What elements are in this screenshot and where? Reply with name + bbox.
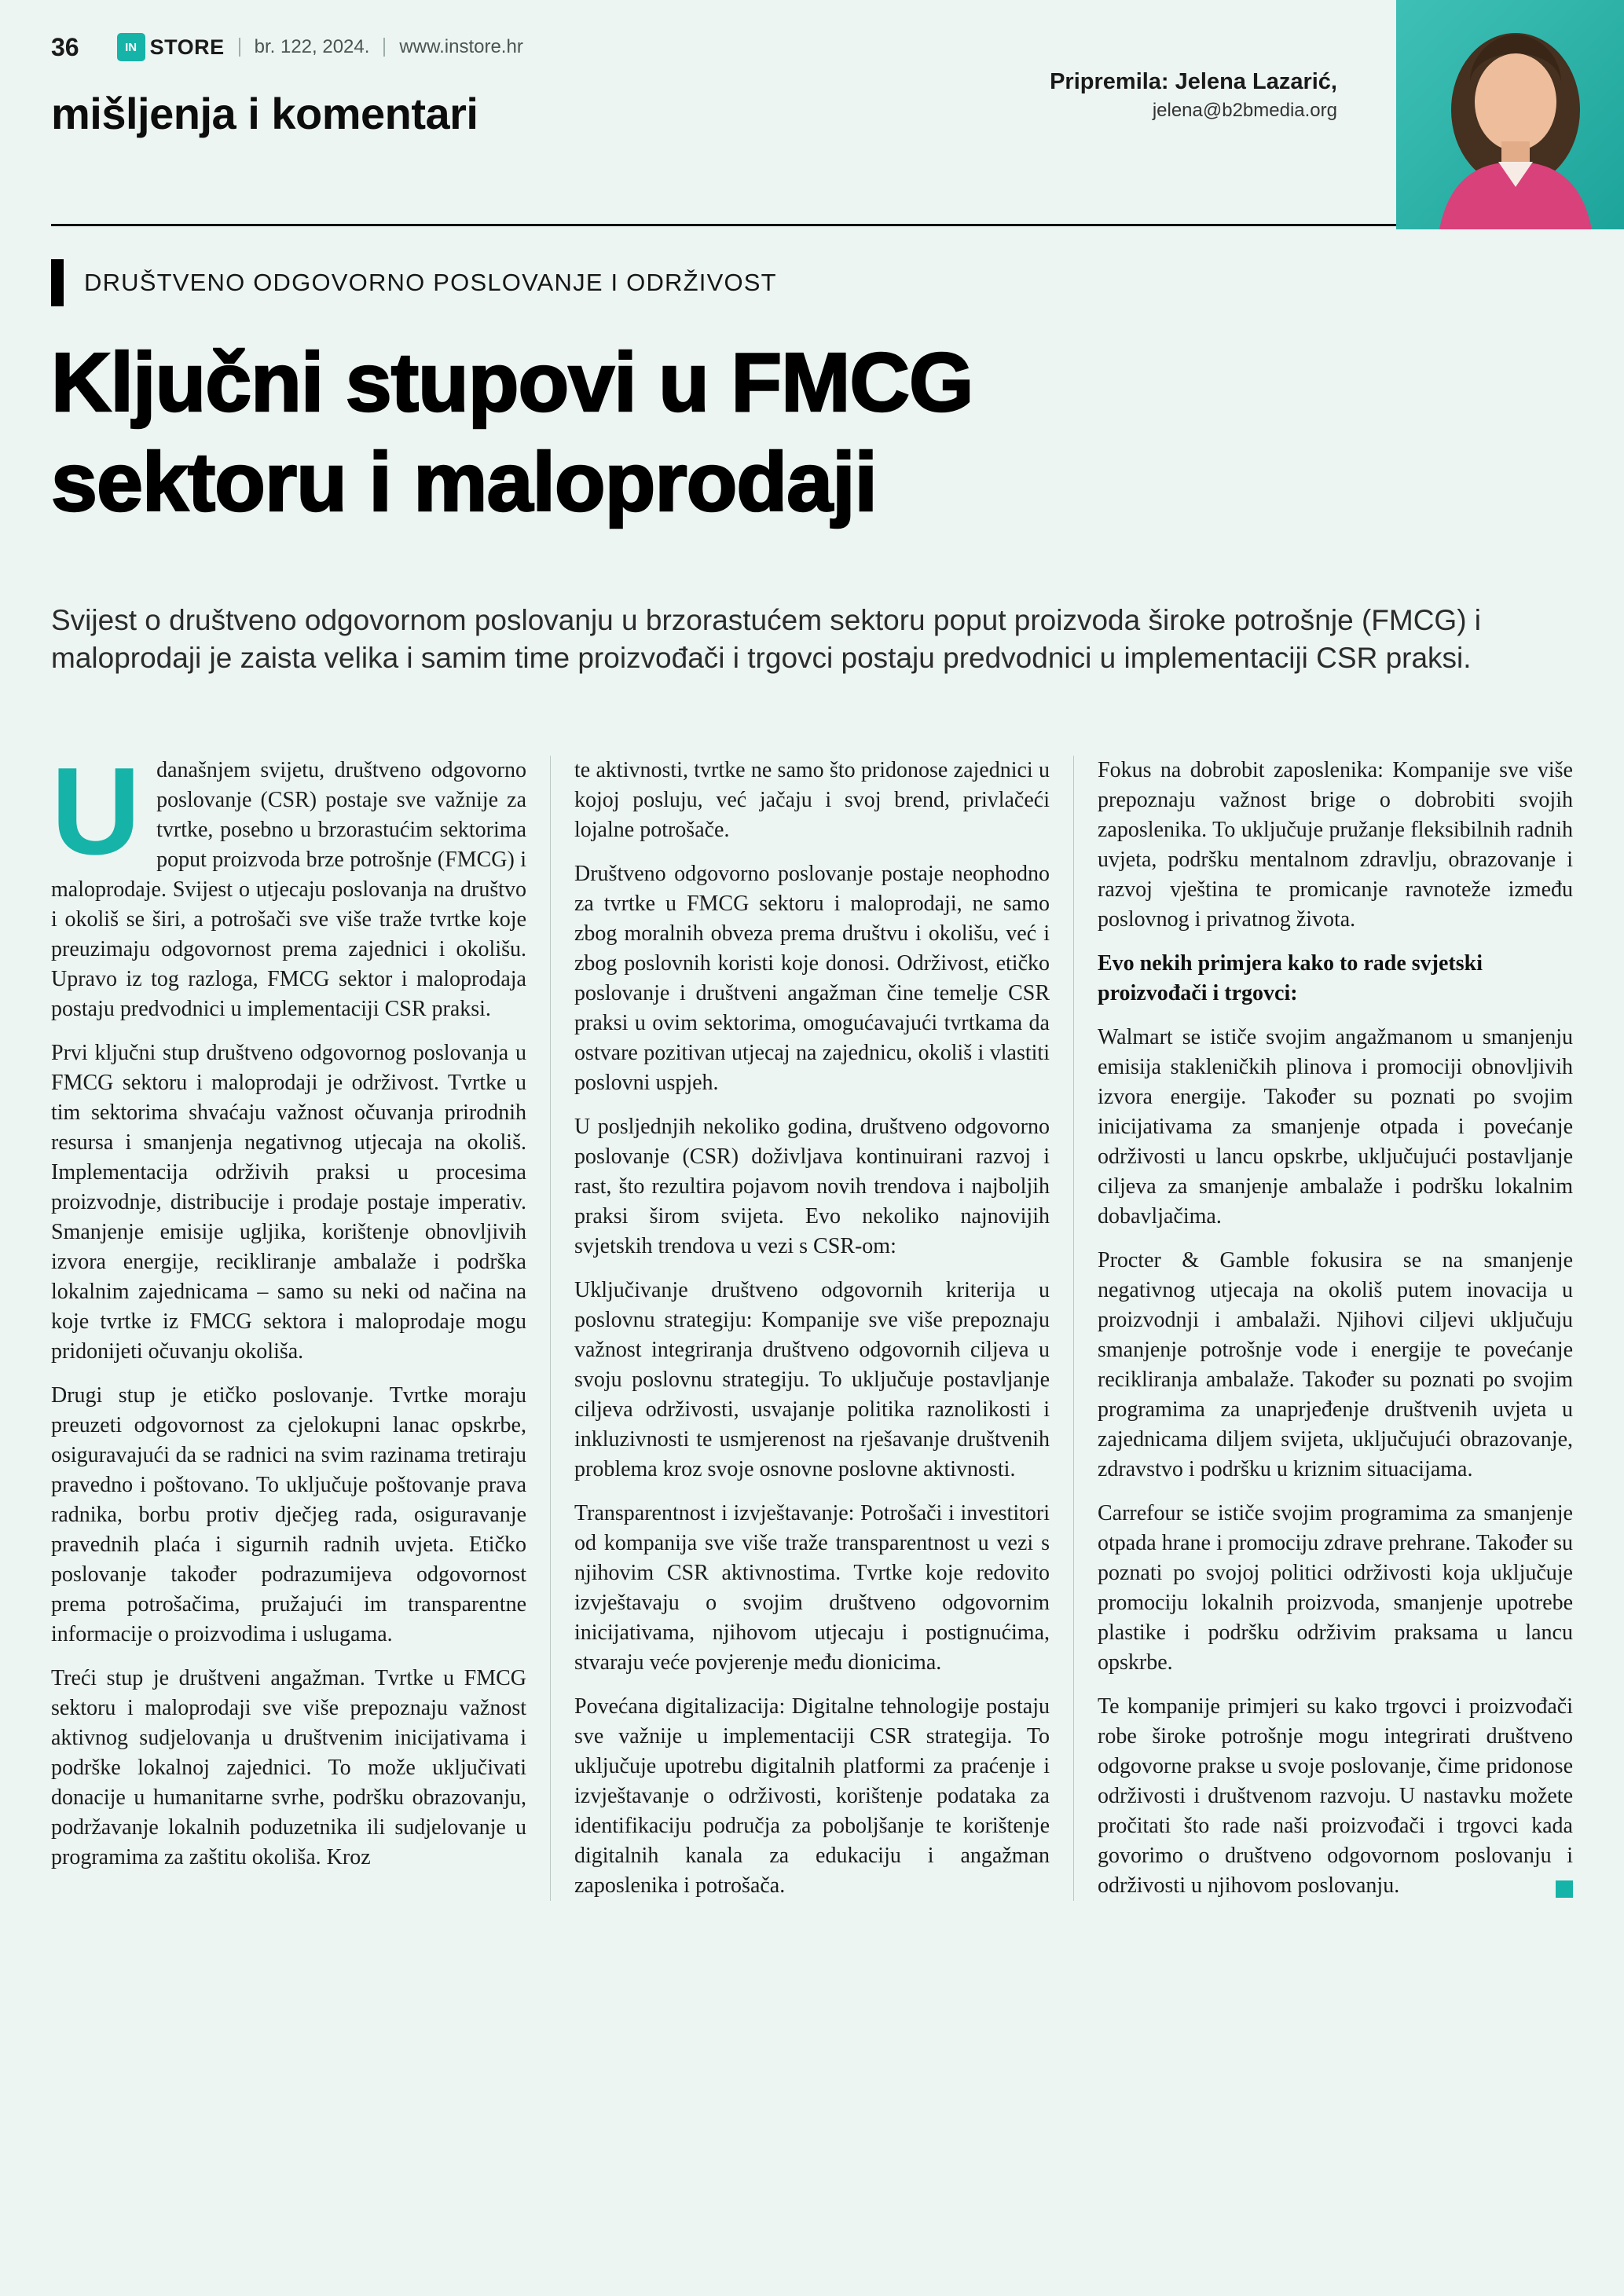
byline [1050,69,1337,122]
article-kicker: DRUŠTVENO ODGOVORNO POSLOVANJE I ODRŽIVOST [84,269,777,296]
website-url: www.instore.hr [399,36,523,57]
body-paragraph: U posljednjih nekoliko godina, društveno odgovorno poslovanje (CSR) doživljava kontinuirani razvoj i rast, što rezultira pojavom novih trendova i najboljih praksi širom svijeta. Evo nekoliko najnovijih svjetskih trendova u vezi s CSR-om: [574,1115,1050,1259]
examples-subhead: Evo nekih primjera kako to rade svjetski proizvođači i trgovci: [1098,951,1483,1006]
paragraph-text: Te kompanije primjeri su kako trgovci i proizvođači robe široke potrošnje mogu integrirati društveno odgovorne prakse u svoje poslovanje, čime pridonose održivosti i društvenom razvoju. U nastavku možete pročitati što rade naši proizvođači i trgovci kada govorimo o društveno odgovornom poslovanju i održivosti u njihovom poslovanju. [1098,1694,1573,1899]
author-photo [1396,0,1624,229]
instore-logo [117,33,225,61]
kicker-bar [51,259,64,306]
paragraph-text: današnjem svijetu, društveno odgovorno poslovanje (CSR) postaje sve važnije za tvrtke, posebno u brzorastućim sektorima poput proizvoda brze potrošnje (FMCG) i maloprodaje. Svijest o utjecaju poslovanja na društvo i okoliš se širi, a potrošači sve više traže tvrtke koje preuzimaju odgovornost prema zajednici i okolišu. Upravo iz tog razloga, FMCG sektor i maloprodaja postaju predvodnici u implementaciji CSR praksi. [51,758,526,1022]
byline-author: Pripremila: Jelena Lazarić, [1050,69,1337,94]
kicker-row [51,259,1573,306]
end-mark-square [1556,1880,1573,1898]
body-paragraph: Povećana digitalizacija: Digitalne tehnologije postaju sve važnije u implementaciji CSR strategija. To uključuje upotrebu digitalnih platformi za praćenje i izvještavanje o održivosti, korištenje podataka za identifikaciju područja za poboljšanje te korištenje digitalnih kanala za edukaciju i angažman zaposlenika i potrošača. [574,1694,1050,1899]
body-paragraph [51,742,526,1024]
body-paragraph: Carrefour se ističe svojim programima za smanjenje otpada hrane i promociju zdrave prehrane. Također su poznati po svojoj politici održivosti koja uključuje promociju lokalnih proizvoda, smanjenje upotrebe plastike i podršku održivim praksama u lancu opskrbe. [1098,1501,1573,1675]
column-1 [51,742,550,1901]
author-photo-illustration [1396,0,1624,229]
article-headline [51,333,1573,533]
column-2 [550,756,1073,1901]
body-paragraph: Društveno odgovorno poslovanje postaje neophodno za tvrtke u FMCG sektoru i maloprodaji, ne samo zbog moralnih obveza prema društvu i okolišu, već i zbog poslovnih koristi koje donosi. Održivost, etičko poslovanje i društveni angažman čine temelje CSR praksi u ovim sektorima, omogućavajući tvrtkama da ostvare pozitivan utjecaj na zajednicu, okoliš i vlastiti poslovni uspjeh. [574,862,1050,1096]
body-paragraph: Uključivanje društveno odgovornih kriterija u poslovnu strategiju: Kompanije sve više prepoznaju važnost integriranja društveno odgovornih ciljeva u svoju poslovnu strategiju. To uključuje postavljanje ciljeva održivosti, usvajanje politika raznolikosti i inkluzivnosti te usmjerenost na rješavanje društvenih problema kroz svoje osnovne poslovne aktivnosti. [574,1278,1050,1482]
headline-line-1: Ključni stupovi u FMCG [51,336,973,429]
body-paragraph [1098,1692,1573,1901]
header-divider [383,38,385,57]
article-lead: Svijest o društveno odgovornom poslovanju u brzorastućem sektoru poput proizvoda široke potrošnje (FMCG) i maloprodaji je zaista velika i samim time proizvođači i trgovci postaju predvodnici u implementaciji CSR praksi. [51,604,1482,675]
section-title: mišljenja i komentari [51,89,478,138]
header-divider [239,38,240,57]
headline-line-2: sektoru i maloprodaji [51,436,878,529]
body-paragraph: Walmart se ističe svojim angažmanom u smanjenju emisija stakleničkih plinova i promociji obnovljivih izvora energije. Također su poznati po svojim inicijativama za smanjenje otpada i povećanje održivosti u lancu opskrbe, uključujući postavljanje ciljeva za smanjenje ambalaže i podršku lokalnim dobavljačima. [1098,1025,1573,1229]
body-paragraph: Procter & Gamble fokusira se na smanjenje negativnog utjecaja na okoliš putem inovacija u proizvodnji i ambalaži. Njihovi ciljevi uključuju smanjenje potrošnje vode i energije te povećanje recikliranja ambalaže. Također su poznati po svojim programima za unaprjeđenje društvenih uvjeta u zajednicama diljem svijeta, uključujući obrazovanje, zdravstvo i podršku u kriznim situacijama. [1098,1248,1573,1482]
body-paragraph: Drugi stup je etičko poslovanje. Tvrtke moraju preuzeti odgovornost za cjelokupni lanac opskrbe, osiguravajući da se radnici na svim razinama tretiraju pravedno i poštovano. To uključuje poštovanje prava radnika, borbu protiv dječjeg rada, osiguravanje pravednih plaća i sigurnih radnih uvjeta. Etičko poslovanje također podrazumijeva odgovornost prema potrošačima, pružajući im transparentne informacije o proizvodima i uslugama. [51,1383,526,1647]
body-paragraph: te aktivnosti, tvrtke ne samo što pridonose zajednici u kojoj posluju, već jačaju i svoj brend, privlačeći lojalne potrošače. [574,758,1050,843]
issue-number: br. 122, 2024. [254,36,370,57]
page-number: 36 [51,32,79,61]
body-paragraph: Fokus na dobrobit zaposlenika: Kompanije sve više prepoznaju važnost brige o dobrobiti svojih zaposlenika. To uključuje pružanje fleksibilnih radnih uvjeta, podršku mentalnom zdravlju, obrazovanje i razvoj vještina te promicanje ravnoteže između poslovnog i privatnog života. [1098,758,1573,932]
body-paragraph: Treći stup je društveni angažman. Tvrtke u FMCG sektoru i maloprodaji sve više prepoznaju važnost aktivnog sudjelovanja u društvenim inicijativama i podrške lokalnoj zajednici. To može uključivati donacije u humanitarne svrhe, podršku obrazovanju, podržavanje lokalnih poduzetnika ili sudjelovanje u programima za zaštitu okoliša. Kroz [51,1666,526,1870]
header-rule [51,224,1573,226]
body-paragraph: Transparentnost i izvještavanje: Potrošači i investitori od kompanija sve više traže transparentnost u vezi s njihovim CSR aktivnostima. Tvrtke koje redovito izvještavaju o svojim društveno odgovornim inicijativama, njihovom utjecaju i postignućima, stvaraju veće povjerenje među dionicima. [574,1501,1050,1675]
drop-cap: U [51,742,141,881]
byline-email: jelena@b2bmedia.org [1152,100,1337,121]
instore-logo-text: STORE [149,35,225,59]
page-header [51,31,1573,63]
article-body [51,742,1573,1901]
instore-logo-icon: IN [117,33,145,61]
body-paragraph: Prvi ključni stup društveno odgovornog poslovanja u FMCG sektoru i maloprodaji je održivost. Tvrtke u tim sektorima shvaćaju važnost očuvanja prirodnih resursa i smanjenja negativnog utjecaja na okoliš. Implementacija održivih praksi u procesima proizvodnje, distribucije i prodaje postaje imperativ. Smanjenje emisije ugljika, korištenje obnovljivih izvora energije, recikliranje ambalaže i podrška lokalnim zajednicama – samo su neki od načina na koje tvrtke iz FMCG sektora i maloprodaje mogu pridonijeti očuvanju okoliša. [51,1041,526,1364]
column-3 [1073,756,1573,1901]
